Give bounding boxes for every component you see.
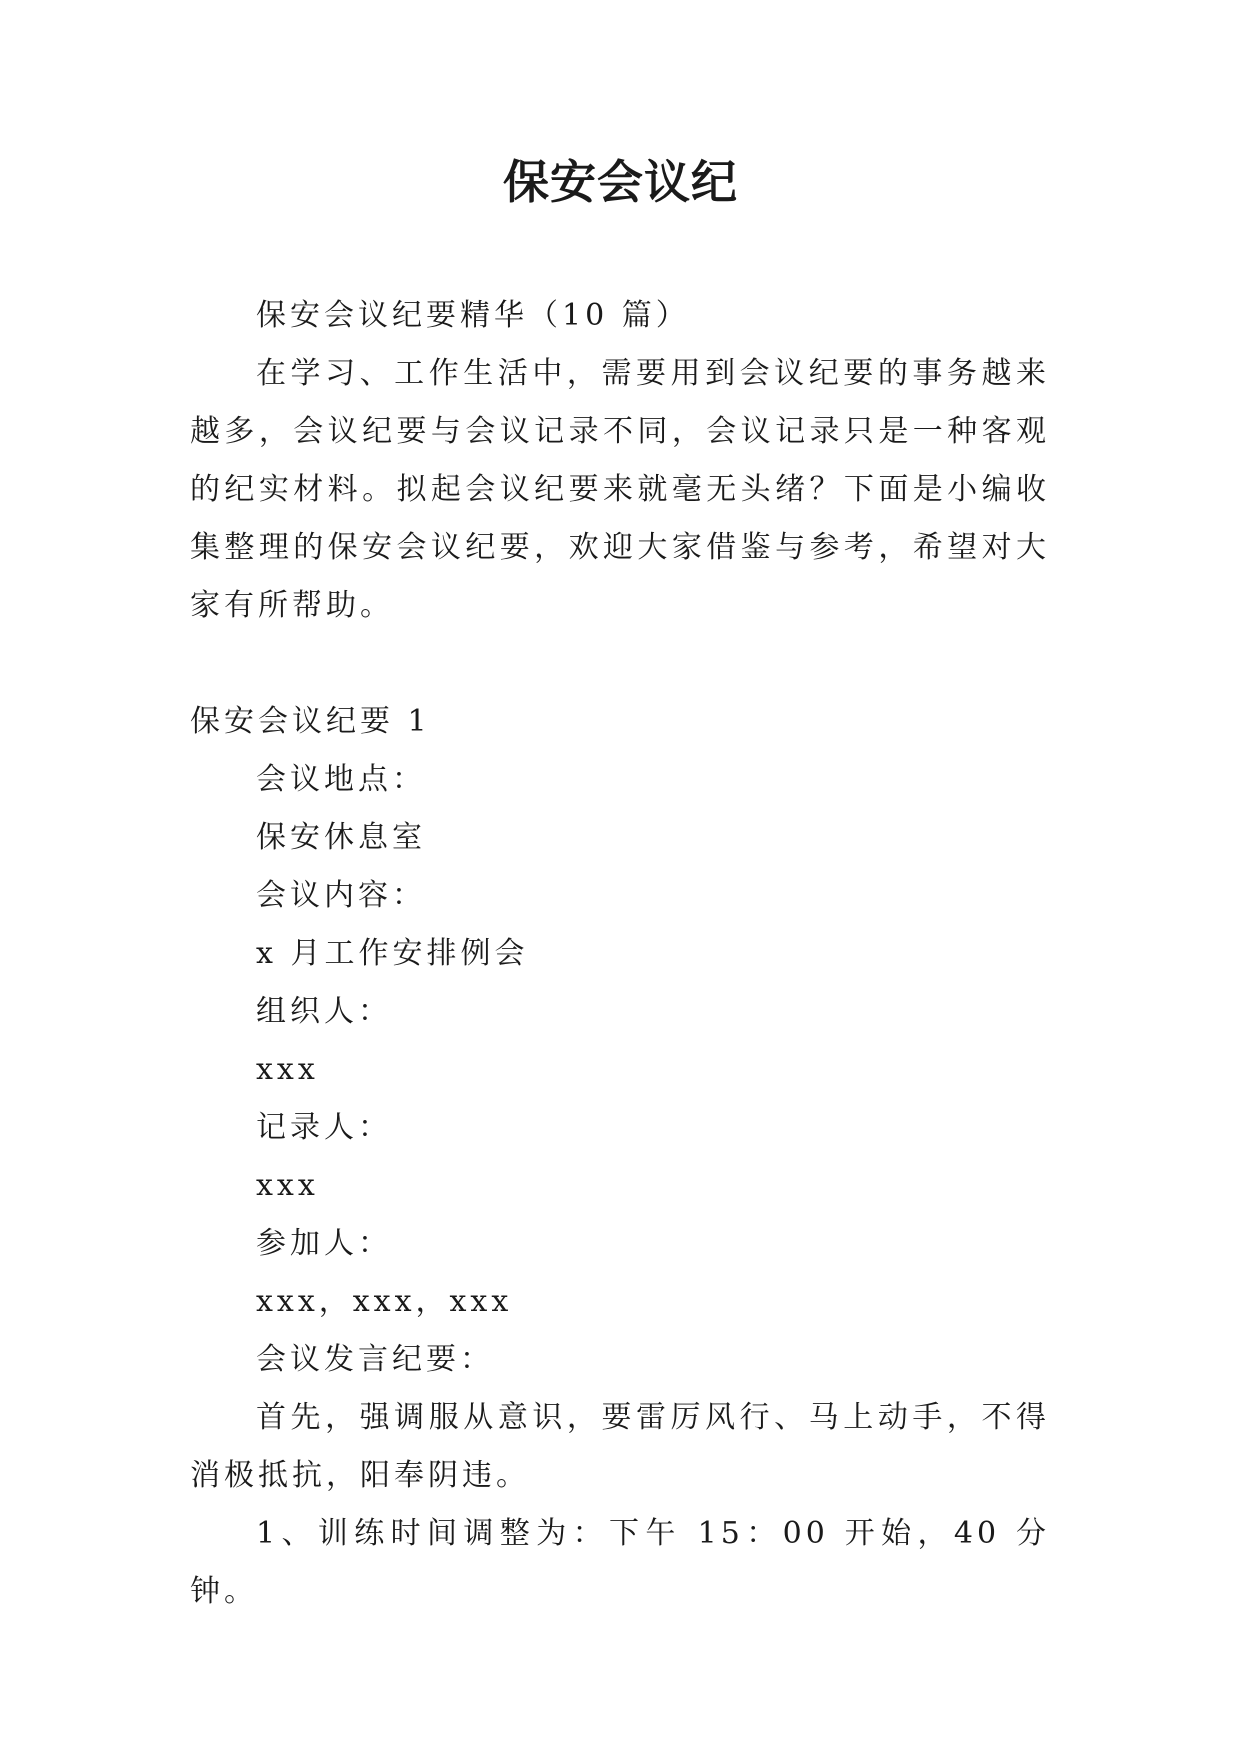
- participants-value: xxx，xxx，xxx: [256, 1284, 513, 1319]
- location-value: 保安休息室: [256, 820, 426, 855]
- paragraph-gap: [190, 635, 1050, 693]
- document-title: 保安会议纪: [503, 155, 738, 209]
- location-label: 会议地点：: [256, 762, 426, 797]
- minutes-label: 会议发言纪要：: [256, 1342, 494, 1377]
- recorder-label: 记录人：: [256, 1110, 392, 1145]
- organizer-value: xxx: [256, 1052, 319, 1087]
- minutes-item-1: 1、训练时间调整为：下午 15：00 开始，40 分钟。: [190, 1516, 1050, 1609]
- participants-label: 参加人：: [256, 1226, 392, 1261]
- content-value: x 月工作安排例会: [256, 936, 529, 971]
- intro-paragraph: 在学习、工作生活中，需要用到会议纪要的事务越来越多，会议纪要与会议记录不同，会议记录只是一种客观的纪实材料。拟起会议纪要来就毫无头绪？下面是小编收集整理的保安会议纪要，欢迎大家借鉴与参考，希望对大家有所帮助。: [190, 356, 1050, 623]
- section-heading: 保安会议纪要 1: [190, 704, 431, 739]
- minutes-first-paragraph: 首先，强调服从意识，要雷厉风行、马上动手，不得消极抵抗，阳奉阴违。: [190, 1400, 1050, 1493]
- content-label: 会议内容：: [256, 878, 426, 913]
- document-subtitle: 保安会议纪要精华（10 篇）: [256, 298, 690, 333]
- recorder-value: xxx: [256, 1168, 319, 1203]
- organizer-label: 组织人：: [256, 994, 392, 1029]
- document-body: [190, 287, 1050, 1621]
